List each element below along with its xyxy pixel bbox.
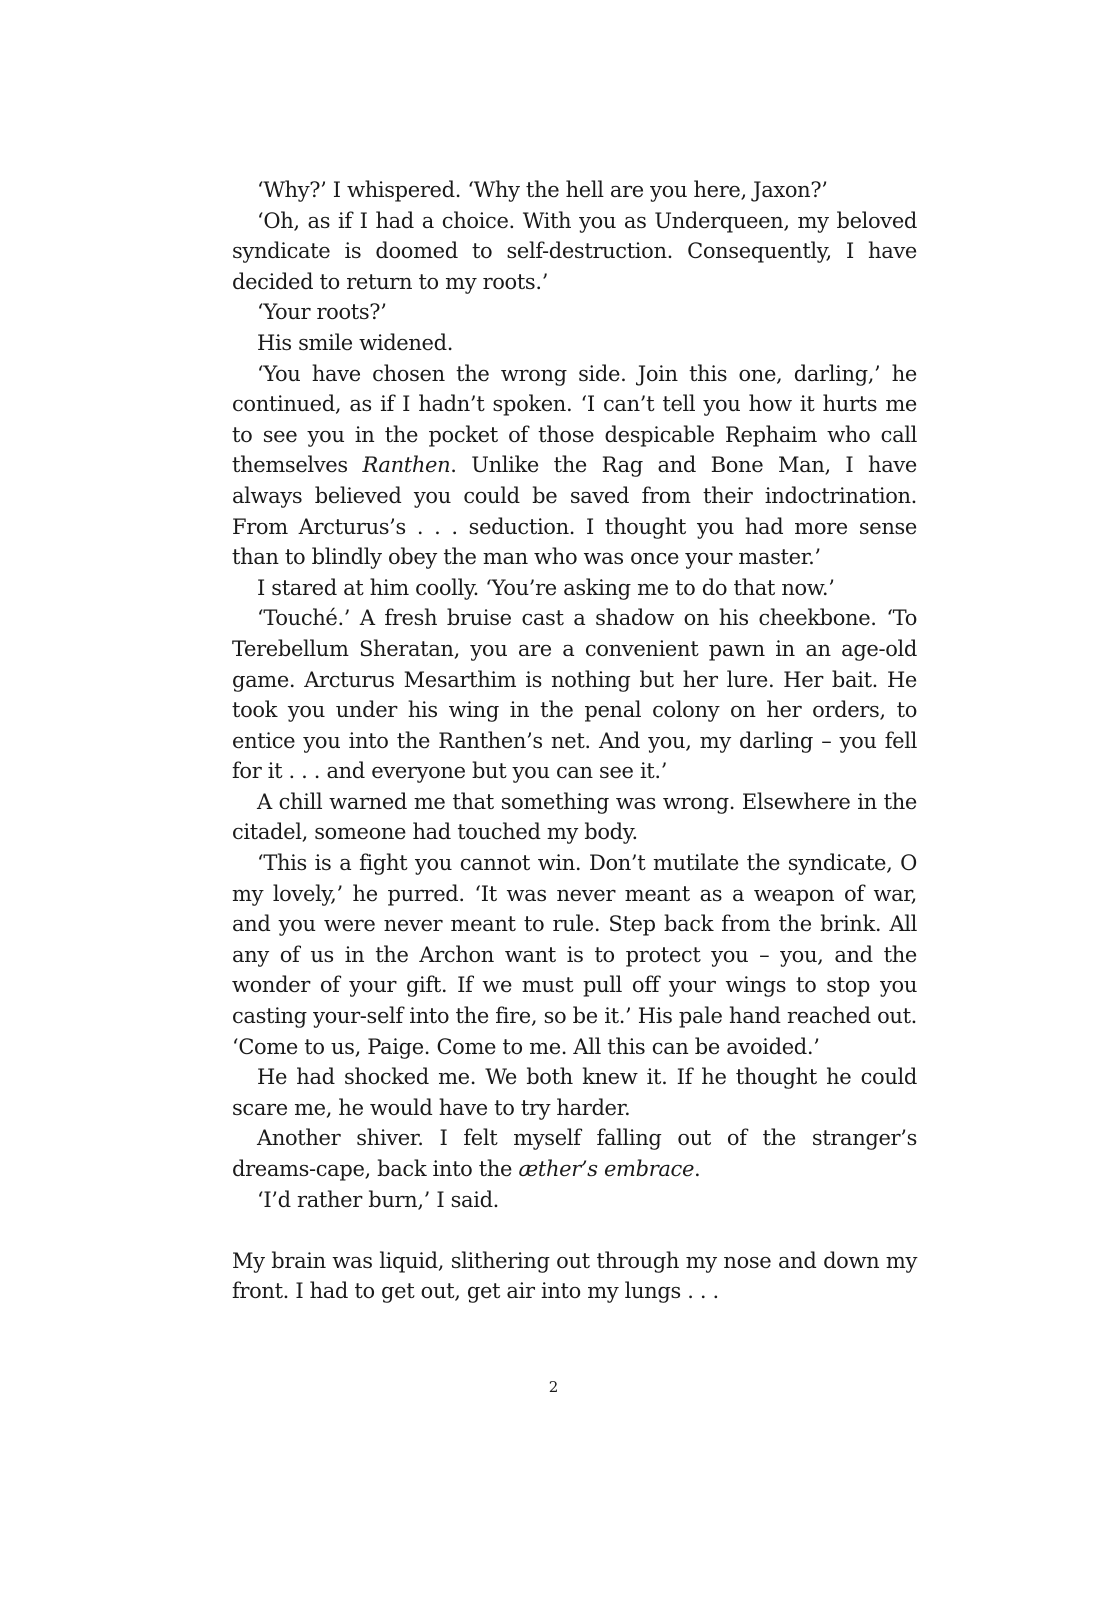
paragraph-text: He had shocked me. We both knew it. If he thought he could scare me, he would have to try harder. bbox=[232, 1065, 917, 1120]
paragraph bbox=[232, 175, 917, 206]
paragraph bbox=[232, 328, 917, 359]
paragraph-text: ‘Why?’ I whispered. ‘Why the hell are you here, Jaxon?’ bbox=[257, 178, 828, 202]
paragraph bbox=[232, 206, 917, 298]
page-number: 2 bbox=[548, 1378, 559, 1396]
paragraph bbox=[232, 1185, 917, 1216]
paragraph bbox=[232, 787, 917, 848]
body-text bbox=[232, 175, 917, 1307]
paragraph bbox=[232, 573, 917, 604]
paragraph-text: . bbox=[694, 1157, 701, 1181]
paragraph bbox=[232, 848, 917, 1062]
paragraph-text: ‘Oh, as if I had a choice. With you as Underqueen, my beloved syndicate is doomed to self-destruction. Consequently, I have decided to return to my roots.’ bbox=[232, 208, 917, 294]
paragraph-text: . Unlike the Rag and Bone Man, I have always believed you could be saved from their indoctrination. From Arcturus’s . . . seduction. I thought you had more sense than to blindly obey the man who was once your master.’ bbox=[232, 453, 917, 570]
paragraph-text: ‘Touché.’ A fresh bruise cast a shadow on his cheekbone. ‘To Terebellum Sheratan, you are a convenient pawn in an age-old game. Arcturus Mesarthim is nothing but her lure. Her bait. He took you under his wing in the penal colony on her orders, to entice you into the Ranthen’s net. And you, my darling – you fell for it . . . and everyone but you can see it.’ bbox=[232, 606, 917, 784]
section-break bbox=[232, 1215, 917, 1246]
paragraph-text: His smile widened. bbox=[257, 330, 454, 355]
paragraph bbox=[232, 1062, 917, 1123]
paragraph bbox=[232, 1246, 917, 1307]
paragraph-text: ‘You have chosen the wrong side. Join this one, darling,’ he continued, as if I hadn’t spoken. ‘I can’t tell you how it hurts me to see you in the pocket of those despicable Rephaim who call themselves bbox=[232, 361, 917, 478]
paragraph-text: I stared at him coolly. ‘You’re asking me to do that now.’ bbox=[257, 575, 835, 600]
paragraph bbox=[232, 603, 917, 787]
paragraph-text: ‘Your roots?’ bbox=[257, 300, 387, 325]
paragraph bbox=[232, 359, 917, 573]
paragraph-text: My brain was liquid, slithering out through my nose and down my front. I had to get out, get air into my lungs . . . bbox=[232, 1248, 917, 1304]
paragraph-text: Another shiver. I felt myself falling out of the stranger’s dreams-cape, back into the bbox=[232, 1126, 917, 1181]
paragraph bbox=[232, 297, 917, 328]
paragraph-text: A chill warned me that something was wrong. Elsewhere in the citadel, someone had touched my body. bbox=[232, 789, 917, 845]
paragraph-text: ‘I’d rather burn,’ I said. bbox=[257, 1187, 499, 1212]
italic-text: æther’s embrace bbox=[518, 1157, 695, 1181]
italic-text: Ranthen bbox=[362, 453, 451, 478]
paragraph-text: ‘This is a fight you cannot win. Don’t mutilate the syndicate, O my lovely,’ he purred. ‘It was never meant as a weapon of war, and you were never meant to rule. Step back from the brink. All any of us in the Archon want is to protect you – you, and the wonder of your gift. If we must pull off your wings to stop you casting your-self into the fire, so be it.’ His pale hand reached out. ‘Come to us, Paige. Come to me. All this can be avoided.’ bbox=[232, 851, 917, 1059]
paragraph bbox=[232, 1123, 917, 1184]
